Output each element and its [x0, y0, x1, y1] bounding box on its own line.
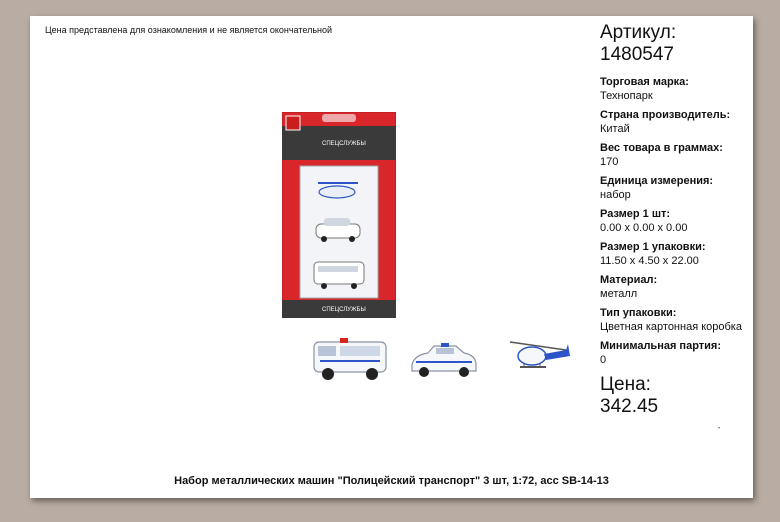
spec-value: 11.50 x 4.50 x 22.00 [600, 255, 699, 267]
spec-label: Тип упаковки: [600, 307, 677, 319]
spec-brand [600, 75, 750, 108]
price-label: Цена: [600, 374, 651, 395]
spec-list [600, 75, 750, 372]
spec-value: набор [600, 189, 631, 201]
spec-value: Китай [600, 123, 630, 135]
spec-material [600, 273, 750, 306]
spec-weight [600, 141, 750, 174]
spec-label: Единица измерения: [600, 175, 714, 187]
spec-package-size [600, 240, 750, 273]
price-value: 342.45 [600, 396, 659, 417]
svg-text:СПЕЦСЛУЖБЫ: СПЕЦСЛУЖБЫ [322, 141, 366, 147]
product-package-image [282, 112, 396, 318]
spec-label: Торговая марка: [600, 76, 689, 88]
spec-value: Технопарк [600, 90, 653, 102]
article-label: Артикул: [600, 22, 677, 43]
spec-label: Минимальная партия: [600, 340, 721, 352]
spec-item-size [600, 207, 750, 240]
spec-value: 170 [600, 156, 619, 168]
product-title: Набор металлических машин "Полицейский транспорт" 3 шт, 1:72, асс SB-14-13 [174, 475, 609, 487]
product-card [30, 16, 753, 498]
spec-label: Размер 1 шт: [600, 208, 671, 220]
article-number: 1480547 [600, 44, 674, 65]
spec-value: металл [600, 288, 638, 300]
spec-label: Страна производитель: [600, 109, 731, 121]
spec-country [600, 108, 750, 141]
spec-value: 0 [600, 354, 607, 366]
decorative-dot: • [718, 426, 721, 432]
spec-package-type [600, 306, 750, 339]
spec-label: Материал: [600, 274, 658, 286]
spec-value: 0.00 x 0.00 x 0.00 [600, 222, 688, 234]
svg-text:СПЕЦСЛУЖБЫ: СПЕЦСЛУЖБЫ [322, 307, 366, 313]
police-van-image [310, 334, 390, 382]
spec-min-order [600, 339, 750, 372]
police-helicopter-image [508, 336, 572, 378]
price-disclaimer: Цена представлена для ознакомления и не является окончательной [45, 25, 333, 35]
spec-unit [600, 174, 750, 207]
spec-label: Вес товара в граммах: [600, 142, 723, 154]
spec-value: Цветная картонная коробка [600, 321, 742, 333]
spec-label: Размер 1 упаковки: [600, 241, 706, 253]
police-car-image [408, 341, 480, 381]
